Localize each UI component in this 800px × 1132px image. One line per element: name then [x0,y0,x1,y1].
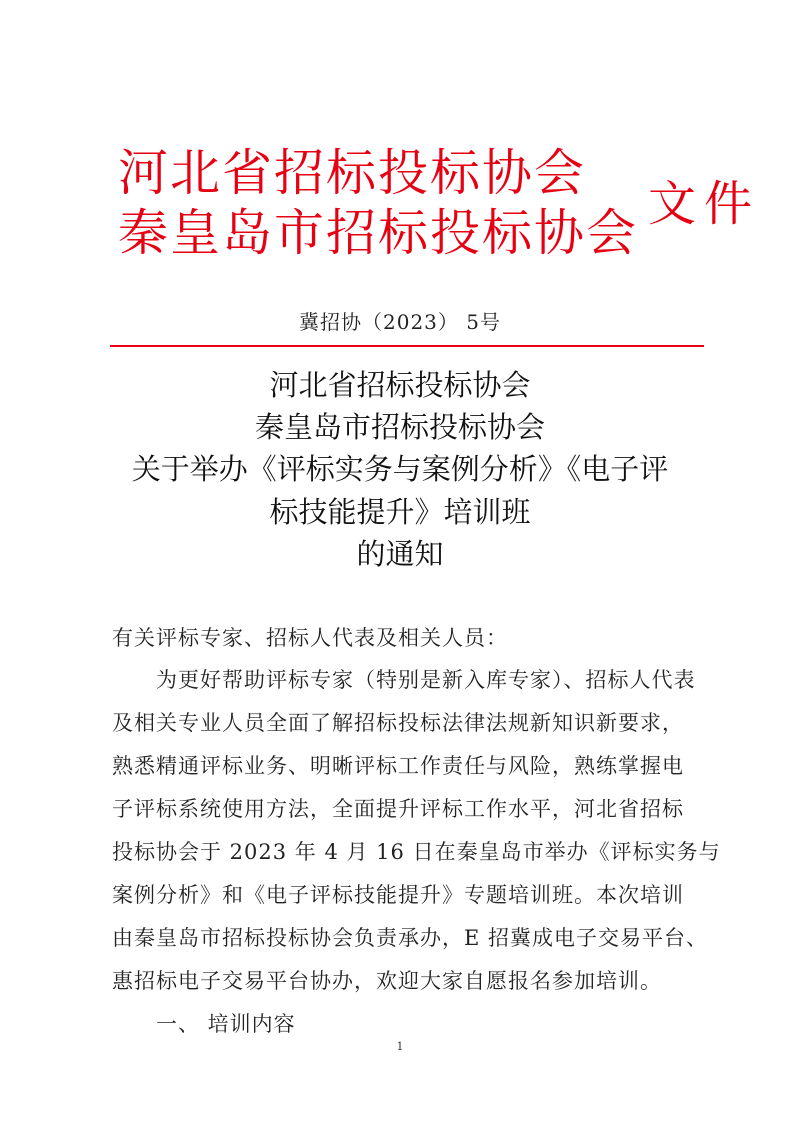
title-line: 秦皇岛市招标投标协会 [254,410,545,444]
issuing-org-2: 秦皇岛市招标投标协会 [118,204,638,262]
paragraph-line: 案例分析》和《电子评标技能提升》专题培训班。本次培训 [112,883,684,907]
red-divider [110,345,704,347]
paragraph-line: 及相关专业人员全面了解招标投标法律法规新知识新要求， [112,711,684,735]
salutation: 有关评标专家、招标人代表及相关人员： [112,626,508,650]
issuing-org-1: 河北省招标投标协会 [118,144,586,202]
document-number: 冀招协（2023） 5号 [299,310,501,334]
paragraph-line: 由秦皇岛市招标投标协会负责承办，E 招冀成电子交易平台、 [112,926,709,950]
paragraph-line: 惠招标电子交易平台协办，欢迎大家自愿报名参加培训。 [112,969,662,993]
section-heading: 一、 培训内容 [156,1012,296,1036]
paragraph-line: 熟悉精通评标业务、明晰评标工作责任与风险，熟练掌握电 [112,754,684,778]
title-line: 标技能提升》培训班 [269,495,531,529]
document-label: 文件 [648,176,761,232]
title-line: 河北省招标投标协会 [269,368,531,402]
page-number: 1 [396,1040,404,1053]
title-line: 的通知 [356,537,444,571]
paragraph-line: 投标协会于 2023 年 4 月 16 日在秦皇岛市举办《评标实务与 [112,840,721,864]
paragraph-line: 子评标系统使用方法，全面提升评标工作水平，河北省招标 [112,797,684,821]
title-line: 关于举办《评标实务与案例分析》《电子评 [131,452,669,486]
paragraph-line: 为更好帮助评标专家（特别是新入库专家）、招标人代表 [156,668,696,692]
